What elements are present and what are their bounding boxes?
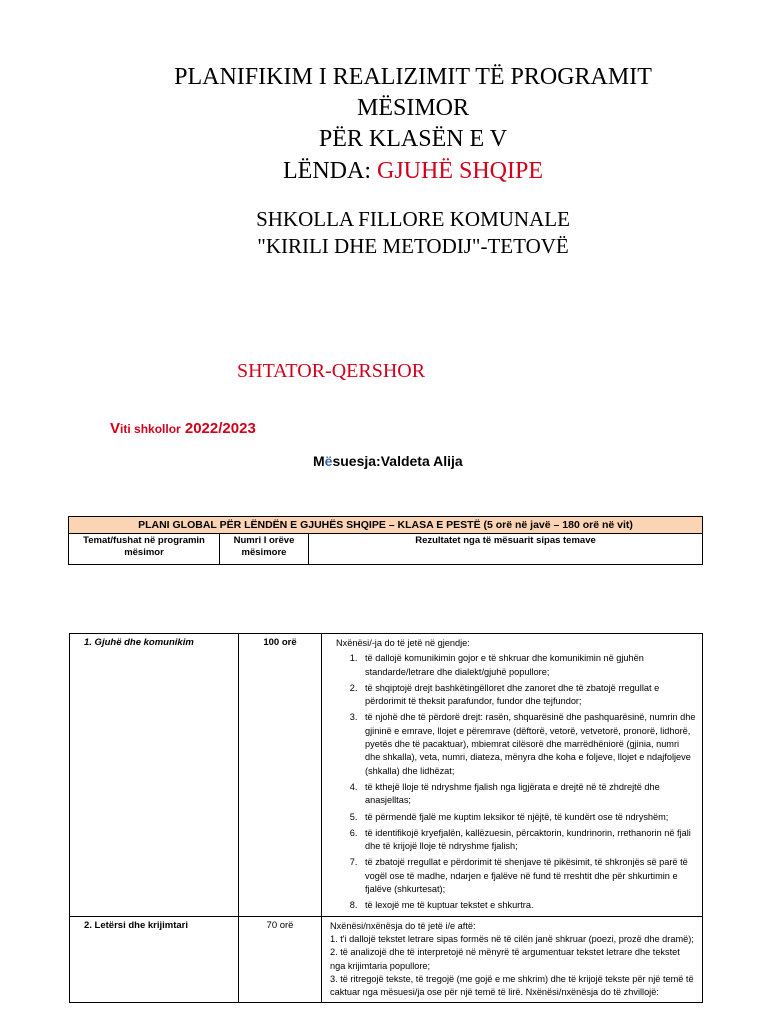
topic-name: 2. Letërsi dhe krijimtari <box>70 916 239 1003</box>
global-plan-table <box>68 516 703 565</box>
teacher-prefix: M <box>313 453 325 469</box>
results-block <box>330 920 696 1000</box>
results-list <box>330 652 696 912</box>
list-item: 2. të analizojë dhe të interpretojë në mënyrë të argumentuar tekstet letrare dhe tekstet nga krijimtaria popullore; <box>330 947 680 971</box>
column-header-topics: Temat/fushat në programin mësimor <box>69 534 220 565</box>
school-year-value: 2022/2023 <box>184 420 256 437</box>
school-year-label: iti shkollor <box>120 422 181 436</box>
school-year-prefix: V <box>110 420 121 437</box>
column-header-hours: Numri I orëve mësimore <box>220 534 309 565</box>
title-line-3: PËR KLASËN E V <box>318 126 508 152</box>
school-line-1: SHKOLLA FILLORE KOMUNALE <box>256 207 570 231</box>
topic-results <box>322 634 703 917</box>
topic-results <box>322 916 703 1003</box>
list-item: 5. të përmendë fjalë me kuptim leksikor të njëjtë, të kundërt ose të ndryshëm; <box>360 811 696 824</box>
teacher-name <box>313 453 463 469</box>
title-line-2: MËSIMOR <box>356 95 470 121</box>
column-header-results: Rezultatet nga të mësuarit sipas temave <box>309 534 703 565</box>
school-line-2: "KIRILI DHE METODIJ"-TETOVË <box>257 234 569 258</box>
subject-label: LËNDA: <box>283 158 371 184</box>
teacher-letter: ë <box>324 453 333 469</box>
topic-hours: 100 orë <box>239 634 322 917</box>
list-item: 3. të ritregojë tekste, të tregojë (me gojë e me shkrim) dhe të krijojë tekste për një temë të caktuar nga mësuesi/ja ose për një temë të lirë. Nxënësi/nxënësja do të zhvillojë: <box>330 973 694 998</box>
list-item: 7. të zbatojë rregullat e përdorimit të shenjave të pikësimit, të shkronjës së parë të vogël ose të madhe, ndarjen e fjalëve në fund të rreshtit dhe për shkurtimin e fjalëve (shkurtesat); <box>360 856 696 896</box>
list-item: 6. të identifikojë kryefjalën, kallëzuesin, përcaktorin, kundrinorin, rrethanorin në fjali dhe të krijojë lloje të ndryshme fjalish; <box>360 827 696 854</box>
results-intro: Nxënësi/nxënësja do të jetë i/e aftë: <box>330 920 476 931</box>
list-item: 4. të kthejë lloje të ndryshme fjalish nga ligjërata e drejtë në të zhdrejtë dhe anasjelltas; <box>360 781 696 808</box>
teacher-rest: suesja:Valdeta Alija <box>332 453 463 469</box>
school-year <box>110 420 256 437</box>
subject-line <box>0 156 768 187</box>
period-label: SHTATOR-QERSHOR <box>237 360 426 382</box>
table-row <box>70 634 703 917</box>
list-item: 2. të shqiptojë drejt bashkëtingëlloret dhe zanoret dhe të zbatojë rregullat e përdorimit të theksit parafundor, fundor dhe tejfundor; <box>360 682 696 709</box>
list-item: 8. të lexojë me të kuptuar tekstet e shkurtra. <box>360 899 696 912</box>
list-item: 1. t'i dallojë tekstet letrare sipas formës në të cilën janë shkruar (poezi, prozë dhe dramë); <box>330 933 694 944</box>
topics-table <box>69 633 703 1003</box>
topic-name <box>70 634 239 917</box>
list-item: 3. të njohë dhe të përdorë drejt: rasën, shquarësinë dhe pashquarësinë, numrin dhe gjininë e emrave, llojet e përemrave (dëftorë, vetorë, vetvetorë, pronorë, lidhorë, pyetës dhe të pacaktuar), mbiemrat cilësorë dhe marrëdhëniorë (gjinia, numri dhe shkalla), veta, numri, diateza, mënyra dhe koha e foljeve, llojet e ndajfoljeve (shkalla) dhe lidhëzat; <box>360 711 696 777</box>
subject-value: GJUHË SHQIPE <box>376 158 543 184</box>
list-item: 1. të dallojë komunikimin gojor e të shkruar dhe komunikimin në gjuhën standarde/letrare dhe dialekt/gjuhë popullore; <box>360 652 696 679</box>
topic-hours: 70 orë <box>239 916 322 1003</box>
results-intro: Nxënësi/-ja do të jetë në gjendje: <box>336 638 470 648</box>
global-plan-heading: PLANI GLOBAL PËR LËNDËN E GJUHËS SHQIPE – KLASA E PESTË (5 orë në javë – 180 orë në vit) <box>69 517 703 534</box>
title-line-1: PLANIFIKIM I REALIZIMIT TË PROGRAMIT <box>174 64 652 90</box>
table-row <box>70 916 703 1003</box>
topic-name-text: 1. Gjuhë dhe komunikim <box>84 637 194 648</box>
